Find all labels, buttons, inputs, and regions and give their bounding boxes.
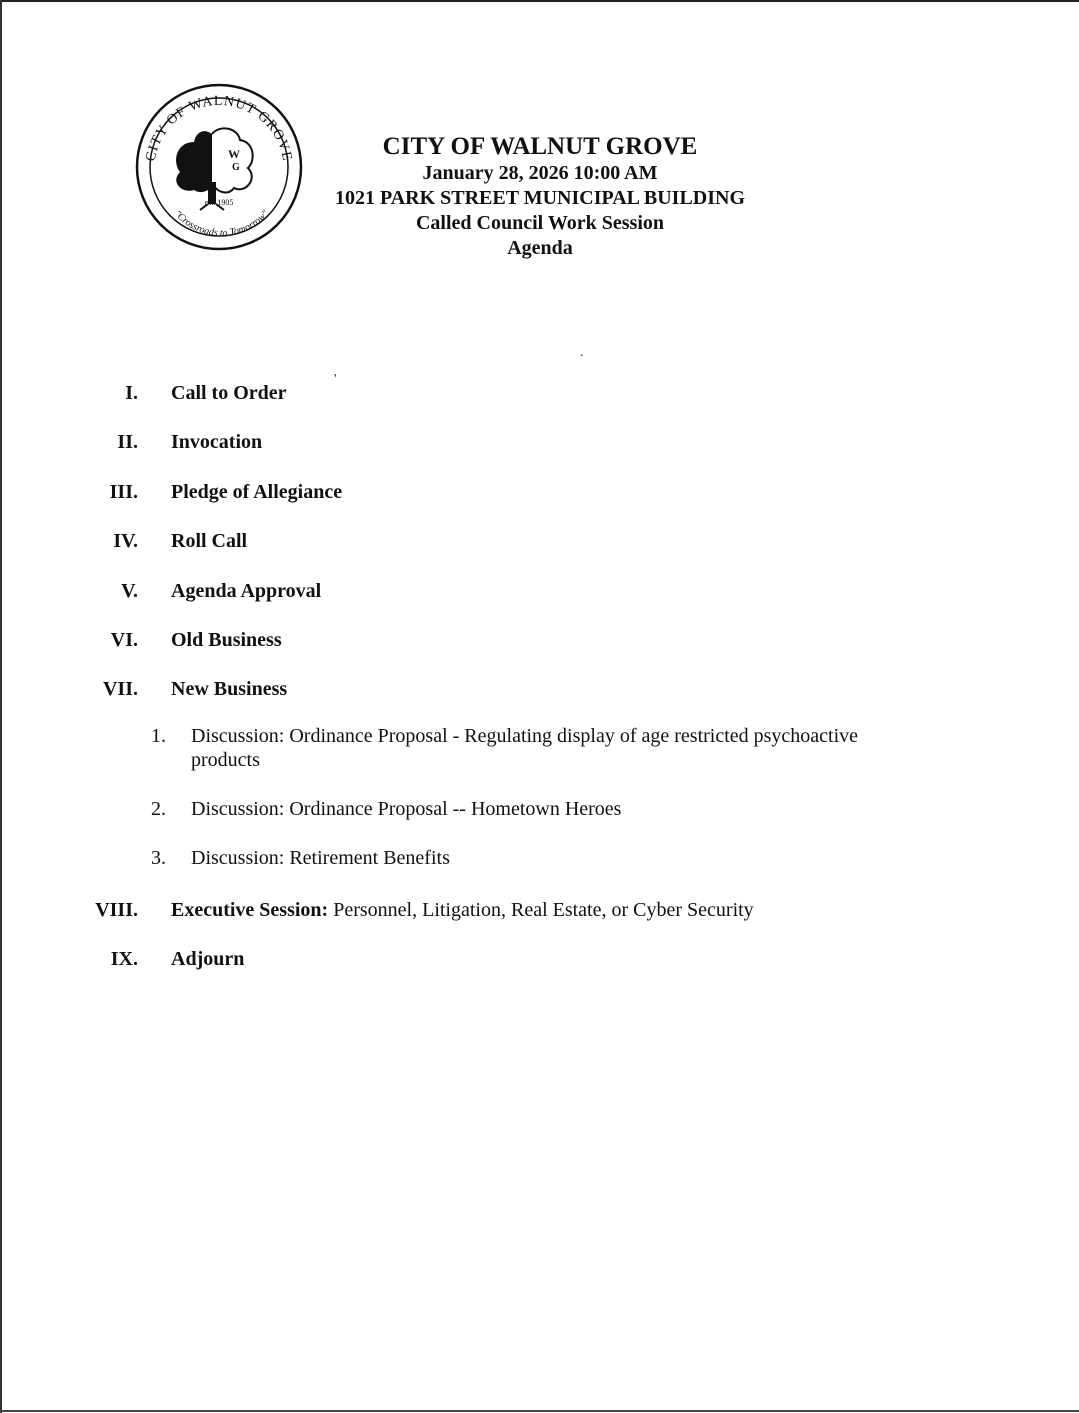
agenda-item: [0, 576, 1079, 625]
agenda-numeral: I.: [125, 382, 138, 404]
subitem-text: Discussion: Ordinance Proposal -- Hometown Heroes: [191, 797, 622, 820]
scan-speck: .: [580, 345, 584, 360]
city-name: CITY OF WALNUT GROVE: [382, 133, 698, 160]
subitem-text: Discussion: Retirement Benefits: [191, 846, 450, 869]
document-header: [300, 132, 780, 261]
session-type: Called Council Work Session: [415, 212, 665, 234]
agenda-title-bold: Executive Session:: [171, 898, 329, 921]
page-border-top: [0, 0, 1079, 2]
subitem: [151, 846, 931, 870]
subitem-text: Discussion: Ordinance Proposal - Regulating display of age restricted psychoactive products: [191, 724, 859, 771]
subitem-number: 2.: [151, 797, 166, 820]
agenda-title: Pledge of Allegiance: [171, 480, 343, 503]
agenda-title: Agenda Approval: [171, 579, 322, 602]
seal-monogram-w: W: [228, 147, 240, 161]
seal-monogram-g: G: [232, 162, 240, 173]
agenda-title: Adjourn: [171, 948, 245, 971]
subitem: [151, 797, 931, 821]
agenda-numeral: VII.: [102, 678, 138, 701]
agenda-title: New Business: [171, 678, 288, 701]
agenda-title: Call to Order: [171, 382, 287, 404]
seal-motto: "Crossroads to Tomorrow": [171, 208, 272, 239]
agenda-title-detail: Personnel, Litigation, Real Estate, or Cyber Security: [328, 898, 754, 921]
seal-ring-text: CITY OF WALNUT GROVE: [143, 93, 295, 163]
agenda-item: [0, 944, 1079, 993]
agenda-item: [0, 674, 1079, 723]
agenda-numeral: IV.: [113, 530, 138, 553]
document-title: Agenda: [507, 237, 573, 259]
agenda-item: [0, 895, 1079, 944]
agenda-numeral: IX.: [110, 948, 138, 971]
seal-established: est. 1905: [204, 198, 234, 207]
subitem-number: 3.: [151, 846, 166, 869]
agenda-title: [171, 895, 754, 925]
agenda-item: [0, 427, 1079, 476]
new-business-subitems: [151, 724, 931, 870]
agenda-list: [0, 378, 1079, 994]
subitem: [151, 724, 931, 772]
page-border-bottom: [0, 1410, 1079, 1412]
meeting-location: 1021 PARK STREET MUNICIPAL BUILDING: [334, 187, 746, 209]
svg-text:"Crossroads to Tomorrow": [172, 208, 272, 239]
agenda-item: [0, 526, 1079, 575]
scan-speck: ': [334, 372, 337, 387]
agenda-numeral: VIII.: [95, 898, 138, 921]
agenda-title: Roll Call: [171, 530, 248, 553]
agenda-numeral: V.: [121, 579, 138, 602]
agenda-numeral: VI.: [110, 628, 138, 651]
agenda-item: [0, 477, 1079, 526]
city-seal-logo: [134, 82, 304, 252]
agenda-title: Old Business: [171, 628, 282, 651]
agenda-numeral: III.: [109, 480, 138, 503]
agenda-item: [0, 378, 1079, 427]
agenda-title: Invocation: [171, 431, 263, 454]
agenda-numeral: II.: [117, 431, 138, 454]
meeting-datetime: January 28, 2026 10:00 AM: [422, 162, 658, 184]
subitem-number: 1.: [151, 724, 166, 747]
agenda-item: [0, 625, 1079, 674]
